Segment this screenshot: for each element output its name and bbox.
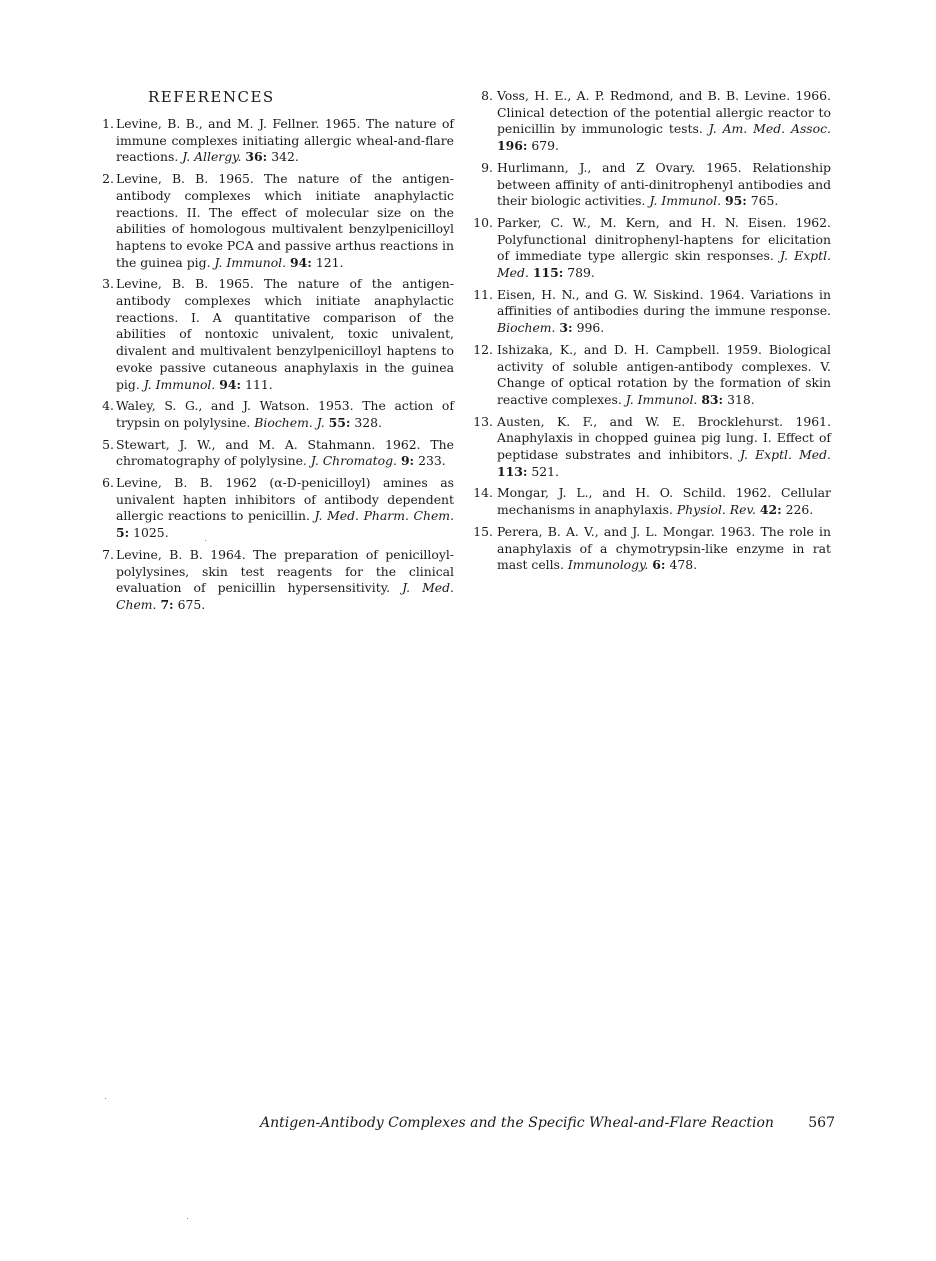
references-heading: REFERENCES [148,88,275,106]
reference-year: 1965. [218,276,254,292]
reference-authors: Waley, S. G., and J. Watson. [116,398,310,414]
reference-title: The chromatography of polylysine. [116,436,454,469]
reference-title: The action of trypsin on polylysine. [116,398,454,430]
reference-journal: J. Med. Chem. [116,580,454,612]
reference-pages: 121. [315,254,344,270]
reference-entry [92,547,454,614]
reference-number: 12. [473,341,493,357]
reference-title: Clinical detection of the potential allergic reactor to penicillin by immunologic tests. [497,104,831,137]
reference-entry [92,475,454,542]
reference-volume: 94: [219,376,242,392]
reference-number: 4. [102,398,114,414]
reference-volume: 6: [652,557,666,573]
reference-entry [473,485,831,518]
reference-authors: Parker, C. W., M. Kern, and H. N. Eisen. [497,214,787,230]
reference-volume: 55: [328,414,351,430]
reference-entry [92,171,454,271]
reference-authors: Levine, B. B. [116,475,213,491]
scan-speck [205,540,206,541]
reference-journal: J. Immunol. [143,376,216,392]
reference-number: 10. [473,214,493,230]
reference-pages: 226. [785,502,814,518]
reference-title: Polyfunctional dinitrophenyl-haptens for elicitation of immediate type allergic skin responses. [497,231,831,264]
reference-journal: J. Allergy. [182,149,242,165]
reference-list-left [92,116,454,614]
reference-year: 1965. [324,116,361,131]
reference-number: 2. [102,171,114,187]
reference-entry [473,524,831,574]
reference-number: 6. [102,475,114,491]
reference-title: Anaphylaxis in chopped guinea pig lung. I. Effect of peptidase substrates and inhibitors. [497,430,831,463]
reference-volume: 94: [290,254,312,270]
reference-year: 1959. [726,341,762,357]
reference-authors: Eisen, H. N., and G. W. Siskind. [497,286,704,302]
reference-entry [92,398,454,431]
reference-authors: Perera, B. A. V., and J. L. Mongar. [497,523,715,539]
reference-number: 13. [473,413,493,429]
reference-volume: 83: [701,391,724,407]
reference-volume: 113: [497,463,528,479]
reference-number: 14. [473,485,493,501]
reference-year: 1962. [735,485,772,501]
reference-number: 7. [102,546,114,562]
reference-authors: Levine, B. B. [116,171,209,187]
reference-title: Variations in affinities of antibodies during the immune response. [497,286,831,319]
references-right-column [473,88,831,579]
reference-pages: 342. [271,149,299,165]
reference-number: 3. [102,276,114,292]
reference-journal: J. Exptl. Med. [497,248,831,281]
reference-journal: Immunology. [567,557,649,573]
reference-pages: 233. [418,453,446,469]
scan-speck [187,1218,188,1219]
reference-journal: J. Exptl. Med. [740,447,831,463]
reference-entry [92,437,454,470]
reference-volume: 5: [116,525,130,541]
reference-entry [473,414,831,481]
running-title: Antigen-Antibody Complexes and the Specific Wheal-and-Flare Reaction [260,1115,774,1131]
reference-journal: J. Am. Med. Assoc. [708,121,831,137]
reference-authors: Levine, B. B. [116,276,209,292]
reference-year: 1953. [318,398,354,414]
reference-title: The preparation of penicilloyl-polylysines, skin test reagents for the clinical evaluation of penicillin hypersensitivity. [116,546,454,596]
reference-pages: 111. [245,376,273,392]
reference-pages: 328. [354,414,382,430]
scan-speck [105,1098,106,1099]
reference-volume: 36: [245,149,268,165]
reference-title: (α-D-penicilloyl) amines as univalent hapten inhibitors of antibody dependent allergic reactions to penicillin. [116,475,454,524]
reference-volume: 115: [532,265,564,281]
reference-number: 11. [473,286,493,302]
reference-year: 1962. [385,436,421,452]
reference-entry [473,88,831,155]
reference-pages: 318. [727,391,755,407]
reference-year: 1965. [218,171,254,187]
page-number: 567 [808,1115,835,1131]
reference-title: Biological activity of soluble antigen-antibody complexes. V. Change of optical rotation by the formation of skin reactive complexes. [497,341,831,407]
reference-volume: 3: [559,320,573,336]
reference-authors: Austen, K. F., and W. E. Brocklehurst. [497,413,784,429]
reference-pages: 789. [567,265,595,281]
reference-pages: 521. [531,463,559,479]
reference-journal: J. Med. Pharm. Chem. [314,508,454,524]
reference-list-right [473,88,831,574]
reference-pages: 679. [531,138,559,154]
reference-pages: 1025. [133,525,169,541]
reference-year: 1965. [706,159,742,175]
reference-number: 9. [481,159,493,175]
reference-authors: Hurlimann, J., and Z Ovary. [497,159,696,175]
reference-journal: Physiol. Rev. [676,502,756,518]
reference-journal: J. Immunol. [649,193,722,209]
reference-entry [473,342,831,409]
reference-title: The nature of immune complexes initiating allergic wheal-and-flare reactions. [116,116,454,165]
reference-volume: 196: [497,138,528,154]
reference-entry [92,116,454,166]
reference-entry [473,160,831,210]
reference-title: The nature of the antigen-antibody complexes which initiate anaphylactic reactions. II. The effect of molecular size on the abilities of homologous multivalent benzylpenicilloyl haptens to evoke PCA and passive arthus reactions in the guinea pig. [116,171,454,270]
reference-volume: 95: [725,193,747,209]
reference-volume: 7: [160,596,174,612]
reference-journal: J. Chromatog. [310,453,397,469]
reference-year: 1964. [709,286,745,302]
reference-authors: Levine, B. B., and M. J. Fellner. [116,116,320,131]
reference-title: The role in anaphylaxis of a chymotrypsin-like enzyme in rat mast cells. [497,523,831,573]
reference-year: 1962. [795,214,831,230]
reference-pages: 675. [177,596,206,612]
reference-title: Cellular mechanisms in anaphylaxis. [497,485,831,518]
reference-authors: Voss, H. E., A. P. Redmond, and B. B. Levine. [497,88,791,103]
reference-authors: Mongar, J. L., and H. O. Schild. [497,485,727,501]
reference-journal: Biochem. J. [254,414,325,430]
reference-pages: 478. [669,557,698,573]
reference-title: The nature of the antigen-antibody complexes which initiate anaphylactic reactions. I. A quantitative comparison of the abilities of nontoxic univalent, toxic univalent, divalent and multivalent benzylpenicilloyl haptens to evoke passive cutaneous anaphylaxis in the guinea pig. [116,276,454,392]
reference-volume: 42: [759,502,782,518]
reference-number: 15. [473,523,493,539]
reference-number: 5. [102,436,114,452]
reference-authors: Ishizaka, K., and D. H. Campbell. [497,341,720,357]
reference-year: 1963. [719,523,756,539]
reference-journal: Biochem. [497,320,556,336]
reference-entry [92,276,454,393]
reference-journal: J. Immunol. [214,254,287,270]
references-left-column [92,88,454,619]
reference-year: 1961. [795,413,831,429]
reference-pages: 765. [750,193,779,209]
reference-year: 1964. [210,546,246,562]
reference-entry [473,215,831,282]
reference-title: Relationship between affinity of anti-dinitrophenyl antibodies and their biologic activities. [497,159,831,209]
reference-authors: Stewart, J. W., and M. A. Stahmann. [116,436,376,452]
reference-number: 1. [102,116,114,131]
reference-journal: J. Immunol. [625,391,698,407]
reference-authors: Levine, B. B. [116,546,203,562]
reference-volume: 9: [400,453,415,469]
reference-pages: 996. [576,320,605,336]
reference-entry [473,287,831,337]
reference-year: 1962 [225,475,257,491]
reference-number: 8. [481,88,493,103]
reference-year: 1966. [795,88,831,103]
